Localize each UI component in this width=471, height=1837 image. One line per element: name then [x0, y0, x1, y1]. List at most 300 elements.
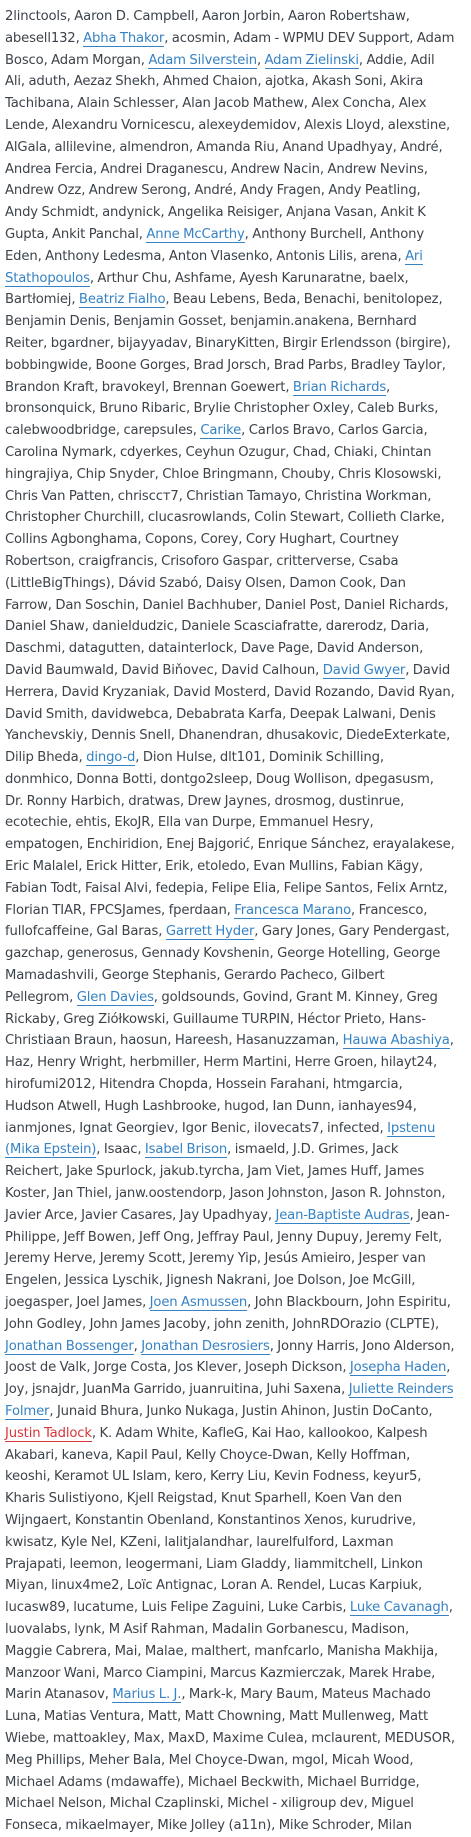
contributor-name: Greg Rickaby	[5, 989, 438, 1027]
contributor-entry	[86, 750, 135, 766]
contributor-entry	[243, 990, 289, 1005]
contributor-name: Jack Reichert	[5, 1142, 399, 1180]
contributor-name: Gary Pendergast	[338, 924, 446, 940]
contributor-link[interactable]: Josepha Haden	[349, 1360, 447, 1376]
contributor-entry	[94, 1360, 167, 1375]
contributor-entry	[95, 358, 185, 373]
contributor-link[interactable]: Francesca Marano	[234, 902, 351, 918]
contributor-name: Michael Nelson	[5, 1796, 103, 1812]
contributor-name: Maggie Cabrera	[5, 1643, 107, 1659]
contributor-entry	[384, 1731, 450, 1746]
contributor-name: Joseph Dickson	[245, 1360, 343, 1376]
contributor-entry	[166, 924, 254, 940]
contributor-name: Jason Johnston	[229, 1186, 324, 1202]
contributor-link[interactable]: Jonathan Desrosiers	[141, 1338, 270, 1354]
contributor-entry	[242, 1404, 326, 1419]
contributor-entry	[130, 1055, 196, 1070]
contributor-name: carepsules	[123, 423, 193, 439]
contributor-entry	[198, 1230, 270, 1245]
contributor-name: Daria	[390, 619, 425, 635]
contributor-name: J.D. Grimes	[292, 1142, 365, 1158]
contributor-name: ajotka	[264, 74, 305, 90]
contributor-entry	[203, 1055, 287, 1070]
contributor-name: kurudrive	[350, 1512, 412, 1528]
contributor-name: Justin Ahinon	[241, 1404, 326, 1419]
contributor-name: Bernhard Reiter	[5, 314, 417, 351]
contributor-name: benjamin.anakena	[229, 314, 350, 330]
contributor-entry	[254, 510, 340, 525]
contributor-entry	[249, 423, 331, 438]
contributor-entry	[76, 772, 152, 787]
contributor-name: Mateus Machado Luna	[5, 1687, 431, 1725]
contributor-name: leemon	[69, 1556, 118, 1572]
contributor-name: David Mosterd	[173, 684, 267, 700]
contributor-entry	[81, 1208, 172, 1223]
contributor-name: hilayt24	[380, 1055, 433, 1071]
contributor-name: Jesper van Engelen	[5, 1251, 426, 1289]
contributor-entry	[141, 946, 269, 961]
contributor-name: acosmin	[171, 30, 226, 46]
contributor-entry	[5, 510, 140, 525]
contributor-name: Kalpesh Akabari	[5, 1425, 428, 1463]
contributor-link[interactable]: Isabel Brison	[144, 1142, 228, 1158]
contributor-name: Cory Hughart	[245, 532, 332, 548]
contributor-entry	[5, 1666, 96, 1681]
contributor-name: Emmanuel Hesry	[259, 815, 370, 831]
contributor-name: Addie	[366, 52, 404, 68]
contributor-name: Koen Van den Wijngaert	[5, 1491, 402, 1528]
contributor-name: Hitendra Chopda	[99, 1077, 209, 1093]
contributor-entry	[240, 183, 321, 198]
contributor-name: Dominik Schilling	[268, 750, 380, 766]
contributor-name: Jean-Philippe	[5, 1207, 450, 1245]
contributor-entry	[141, 1600, 260, 1615]
contributor-entry	[5, 205, 94, 220]
contributor-entry	[338, 1099, 413, 1114]
contributor-entry	[5, 946, 59, 961]
contributor-entry	[91, 728, 171, 743]
contributor-entry	[323, 663, 405, 679]
contributor-entry	[32, 1382, 75, 1397]
contributor-entry	[305, 489, 428, 504]
contributor-entry	[333, 1077, 399, 1092]
contributor-entry	[134, 1731, 161, 1746]
contributor-name: Andy Fragen	[240, 183, 321, 199]
contributor-name: BinaryKitten	[195, 335, 275, 351]
contributor-name: George Stephanis	[101, 968, 217, 984]
contributor-name: Alex Lende	[5, 96, 427, 133]
contributor-entry	[78, 554, 153, 569]
contributor-entry	[5, 1077, 92, 1092]
contributor-entry	[286, 205, 373, 220]
contributor-name: kallookoo	[308, 1425, 369, 1441]
contributor-name: Miguel Fonseca	[5, 1796, 414, 1834]
contributor-name: Bradley Taylor	[350, 357, 442, 373]
contributor-link[interactable]: Abha Thakor	[83, 30, 165, 46]
contributor-entry	[343, 1033, 450, 1049]
contributor-name: Christian Tamayo	[186, 488, 298, 504]
contributor-entry	[277, 1339, 355, 1354]
contributor-entry	[328, 162, 424, 177]
contributor-name: Haz	[5, 1055, 30, 1071]
contributor-name: Kharis Sulistiyono	[5, 1491, 120, 1507]
contributor-name: Gary Jones	[261, 924, 331, 940]
contributor-name: MaxD	[168, 1730, 205, 1746]
contributor-name: dpegasusm	[354, 771, 430, 787]
contributor-entry	[333, 1404, 428, 1419]
contributor-entry	[224, 1099, 265, 1114]
contributor-name: Bartłomiej	[5, 292, 72, 308]
contributor-name: Luke Carbis	[267, 1600, 343, 1616]
contributor-entry	[141, 1339, 270, 1355]
contributor-name: Juhi Saxena	[266, 1382, 342, 1398]
contributor-link[interactable]: dingo-d	[86, 750, 136, 766]
contributor-link[interactable]: Juliette Reinders Folmer	[5, 1382, 454, 1419]
contributor-entry	[349, 1273, 411, 1288]
contributor-name: David Smith	[5, 706, 84, 722]
contributor-entry	[5, 1644, 107, 1659]
contributor-entry	[233, 31, 409, 46]
contributor-entry	[304, 292, 356, 307]
contributor-entry	[266, 1382, 341, 1397]
contributor-entry	[5, 183, 81, 198]
contributor-entry	[272, 1099, 330, 1114]
contributor-name: Alain Schlesser	[77, 96, 175, 112]
contributor-entry	[173, 685, 266, 700]
contributor-link[interactable]: Marius L. J.	[112, 1687, 182, 1703]
contributor-name: David Biňovec	[121, 662, 214, 678]
contributor-name: Fabian Kägy	[341, 859, 419, 875]
contributor-name: luovalabs	[5, 1621, 67, 1637]
contributor-name: Adam Bosco	[5, 30, 455, 68]
contributor-entry	[169, 249, 269, 264]
contributor-name: Héctor Prieto	[297, 1011, 382, 1027]
contributor-entry	[168, 205, 279, 220]
contributor-entry	[5, 859, 78, 874]
contributor-entry	[160, 1164, 240, 1179]
contributor-entry	[128, 794, 180, 809]
contributor-entry	[327, 1644, 434, 1659]
contributor-name: lalitjalandhar	[164, 1534, 249, 1550]
contributor-name: datainterlock	[148, 641, 234, 657]
contributor-name: Andrew Ozz	[5, 183, 82, 199]
contributor-name: David Baumwald	[5, 662, 114, 678]
contributor-name: Ankit Panchal	[52, 226, 139, 242]
contributor-entry	[5, 1295, 69, 1310]
contributor-entry	[293, 380, 386, 396]
contributor-entry	[373, 837, 451, 852]
contributor-name: FPCSJames	[89, 902, 162, 918]
contributor-entry	[146, 1404, 234, 1419]
contributor-name: Maxime Culea	[212, 1730, 304, 1746]
contributor-link[interactable]: Jean-Baptiste Audras	[275, 1207, 410, 1223]
contributor-entry	[51, 336, 110, 351]
contributor-entry	[350, 1360, 446, 1376]
contributor-name: Alexis Lloyd	[304, 117, 381, 133]
contributor-entry	[224, 968, 333, 983]
contributor-name: Hans-Christiaan Braun	[5, 1011, 426, 1049]
contributor-name: John Blackbourn	[254, 1295, 359, 1311]
contributor-entry	[5, 1382, 24, 1397]
contributor-link[interactable]: Adam Zielinski	[264, 52, 359, 68]
contributor-name: Andrei Draganescu	[100, 161, 224, 177]
contributor-entry	[113, 314, 222, 329]
contributor-entry	[377, 1818, 411, 1833]
contributor-name: Kjell Reigstad	[126, 1491, 214, 1507]
contributor-entry	[112, 1687, 181, 1703]
contributor-name: liammitchell	[294, 1556, 374, 1572]
contributor-name: hirofumi2012	[5, 1077, 92, 1093]
contributor-name: Benachi	[303, 292, 356, 308]
contributor-name: Hareesh	[174, 1033, 229, 1049]
contributor-entry	[259, 815, 369, 830]
contributor-name: lucatume	[73, 1600, 134, 1616]
contributor-entry	[63, 1012, 165, 1027]
contributor-entry	[178, 728, 258, 743]
contributor-entry	[5, 707, 84, 722]
contributor-name: ecotechie	[5, 815, 68, 831]
contributor-entry	[277, 946, 385, 961]
contributor-link[interactable]: Ipstenu (Mika Epstein)	[5, 1120, 436, 1158]
contributor-entry	[188, 1775, 300, 1790]
contributor-name: Daniel Richards	[344, 597, 445, 613]
contributor-entry	[334, 445, 374, 460]
contributor-entry	[5, 423, 116, 438]
contributor-entry	[279, 1818, 370, 1833]
contributor-name: Collins Agbonghama	[5, 532, 138, 548]
contributor-entry	[77, 990, 154, 1006]
contributor-name: Micah Wood	[331, 1752, 410, 1768]
contributor-entry	[254, 1644, 319, 1659]
contributor-entry	[64, 1230, 132, 1245]
contributor-entry	[87, 837, 159, 852]
contributor-name: Gennady Kovshenin	[141, 946, 270, 962]
contributor-entry	[102, 205, 160, 220]
contributor-name: Loran A. Rendel	[220, 1578, 322, 1594]
contributor-entry	[5, 1317, 82, 1332]
contributor-entry	[290, 707, 392, 722]
contributor-entry	[157, 1818, 271, 1833]
contributor-name: Christopher Churchill	[5, 510, 141, 526]
contributor-entry	[317, 641, 419, 656]
contributor-name: fperdaan	[168, 902, 227, 918]
contributor-entry	[83, 1382, 182, 1397]
contributor-entry	[284, 881, 369, 896]
contributor-entry	[116, 1448, 178, 1463]
contributor-entry	[29, 74, 67, 89]
contributor-name: Daniel Post	[264, 597, 337, 613]
contributor-name: Fabian Todt	[5, 880, 78, 896]
contributor-link[interactable]: Garrett Hyder	[165, 924, 255, 940]
contributor-entry	[127, 1578, 213, 1593]
contributor-name: Andrea Fercia	[5, 161, 93, 177]
contributor-entry	[5, 772, 69, 787]
contributor-entry	[168, 1731, 205, 1746]
contributor-entry	[326, 619, 383, 634]
contributor-name: Brennan Goewert	[172, 379, 286, 395]
contributor-entry	[173, 380, 286, 395]
contributor-entry	[317, 1448, 407, 1463]
contributor-name: André	[194, 183, 233, 199]
contributor-link[interactable]: Justin Tadlock	[5, 1425, 92, 1441]
contributor-name: kero	[174, 1469, 203, 1485]
contributor-name: Anton Vlasenko	[168, 248, 269, 264]
contributor-entry	[166, 837, 250, 852]
contributor-entry	[175, 1360, 238, 1375]
contributor-name: Anand Upadhyay	[282, 139, 393, 155]
contributor-entry	[202, 1426, 244, 1441]
contributor-entry	[5, 9, 67, 24]
contributor-entry	[256, 772, 347, 787]
contributor-entry	[96, 924, 158, 939]
contributor-name: Daschmi	[5, 641, 62, 657]
contributor-link[interactable]: Hauwa Abashiya	[342, 1033, 450, 1049]
contributor-name: Bruno Ribaric	[99, 401, 186, 417]
contributor-entry	[312, 74, 382, 89]
contributor-entry	[161, 554, 268, 569]
contributor-name: Jan Thiel	[53, 1186, 108, 1202]
contributor-name: Denis Yanchevskiy	[5, 706, 436, 744]
contributor-name: ilovecats7	[253, 1120, 320, 1136]
contributor-entry	[189, 1382, 259, 1397]
contributor-link[interactable]: Brian Richards	[292, 379, 387, 395]
contributor-name: Arthur Chu	[97, 270, 168, 286]
contributor-entry	[378, 685, 451, 700]
contributor-link[interactable]: Joen Asmussen	[149, 1295, 248, 1311]
contributor-entry	[139, 1230, 190, 1245]
contributor-link[interactable]: Glen Davies	[76, 989, 154, 1005]
contributor-entry	[69, 641, 141, 656]
contributor-name: Erick Hitter	[85, 859, 158, 875]
contributor-name: JohnRDOrazio (CLPTE)	[292, 1316, 436, 1332]
contributor-entry	[193, 358, 266, 373]
contributor-entry	[5, 1339, 134, 1355]
contributor-entry	[265, 598, 337, 613]
contributor-entry	[73, 1600, 134, 1615]
contributor-entry	[66, 1164, 152, 1179]
contributor-entry	[90, 1317, 207, 1332]
contributor-name: Enej Bajgorić	[166, 837, 250, 853]
contributor-name: arena	[360, 248, 398, 264]
contributor-entry	[182, 1121, 246, 1136]
contributor-name: Greg Ziółkowski	[63, 1011, 166, 1027]
contributor-name: KZeni	[119, 1534, 157, 1550]
contributor-name: Isaac	[103, 1142, 138, 1158]
contributor-entry	[362, 1339, 450, 1354]
contributor-name: Jam Viet	[247, 1164, 301, 1180]
contributor-link[interactable]: Luke Cavanagh	[349, 1600, 449, 1616]
contributor-entry	[169, 1753, 285, 1768]
contributor-entry	[125, 1557, 198, 1572]
contributor-entry	[281, 467, 330, 482]
contributor-entry	[355, 772, 430, 787]
contributor-name: EkoJR	[114, 815, 151, 831]
contributor-name: manfcarlo	[254, 1643, 320, 1659]
contributor-name: Mai	[114, 1643, 138, 1659]
contributor-entry	[123, 423, 192, 438]
contributor-entry	[282, 140, 392, 155]
contributor-entry	[221, 1491, 307, 1506]
contributor-name: Madalin Gorbanescu	[211, 1621, 344, 1637]
contributor-entry	[89, 903, 161, 918]
contributor-link[interactable]: Adam Silverstein	[148, 52, 257, 68]
contributor-name: Jeffray Paul	[197, 1229, 270, 1245]
contributor-entry	[5, 1796, 102, 1811]
contributor-entry	[5, 815, 68, 830]
contributor-link[interactable]: Carike	[200, 423, 242, 439]
contributor-name: Anthony Eden	[5, 226, 424, 264]
contributor-name: Chouby	[281, 466, 331, 482]
contributor-name: David Rozando	[273, 684, 371, 700]
contributor-name: Enrique Sánchez	[257, 837, 366, 853]
contributor-entry	[79, 292, 165, 308]
contributor-entry	[74, 1622, 101, 1637]
contributor-name: bobbingwide	[5, 357, 88, 373]
contributor-name: danieldudzic	[92, 619, 174, 635]
contributor-entry	[217, 1513, 343, 1528]
contributor-name: James Koster	[5, 1164, 425, 1202]
contributor-entry	[189, 1687, 233, 1702]
contributor-name: bijayyadav	[117, 335, 188, 351]
contributor-entry	[122, 663, 214, 678]
contributor-entry	[344, 598, 444, 613]
contributor-entry	[236, 1033, 335, 1048]
contributor-name: Mary Baum	[240, 1687, 314, 1703]
contributor-entry	[194, 401, 350, 416]
contributor-entry	[185, 1709, 282, 1724]
contributor-entry	[145, 1142, 227, 1158]
contributor-name: Manisha Makhija	[326, 1643, 435, 1659]
contributor-name: cdyerkes	[119, 444, 178, 460]
contributor-name: mgol	[291, 1752, 325, 1768]
contributor-name: Joe McGill	[349, 1273, 412, 1289]
contributor-name: Beau Lebens	[173, 292, 256, 308]
contributor-entry	[54, 1469, 167, 1484]
contributor-link[interactable]: Jonathan Bossenger	[5, 1338, 134, 1354]
contributor-entry	[5, 1775, 180, 1790]
contributor-name: Jeremy Yip	[189, 1251, 257, 1267]
contributor-link[interactable]: Anne McCarthy	[146, 226, 245, 242]
contributor-link[interactable]: Beatriz Fialho	[78, 292, 166, 308]
contributor-name: K. Adam White	[99, 1425, 195, 1441]
contributor-name: Jeff Ong	[139, 1229, 190, 1245]
contributor-entry	[172, 31, 226, 46]
contributor-name: Linkon Miyan	[5, 1556, 423, 1594]
contributor-entry	[62, 685, 166, 700]
contributor-name: keoshi	[5, 1469, 47, 1485]
contributor-entry	[331, 1186, 441, 1201]
contributor-entry	[274, 1469, 365, 1484]
contributor-name: Chloe Bringmann	[162, 466, 274, 482]
contributor-name: Javier Arce	[5, 1207, 74, 1223]
contributor-entry	[173, 292, 256, 307]
contributor-name: Dilip Bheda	[5, 750, 79, 766]
contributor-name: Adam - WPMU DEV Support	[233, 30, 410, 46]
contributor-name: Mike Schroder	[278, 1818, 370, 1834]
contributor-entry	[377, 881, 444, 896]
contributor-entry	[328, 183, 416, 198]
contributor-name: andynick	[102, 205, 161, 221]
contributor-name: Faisal Alvi	[85, 880, 148, 896]
contributor-name: Laxman Prajapati	[5, 1534, 394, 1572]
contributor-entry	[120, 1033, 167, 1048]
contributor-link[interactable]: David Gwyer	[322, 662, 406, 678]
contributor-entry	[169, 903, 227, 918]
contributor-name: Jos Klever	[174, 1360, 238, 1376]
contributor-link[interactable]: Ari Stathopoulos	[5, 248, 423, 286]
contributor-entry	[163, 74, 257, 89]
contributor-name: malthert	[191, 1643, 247, 1659]
